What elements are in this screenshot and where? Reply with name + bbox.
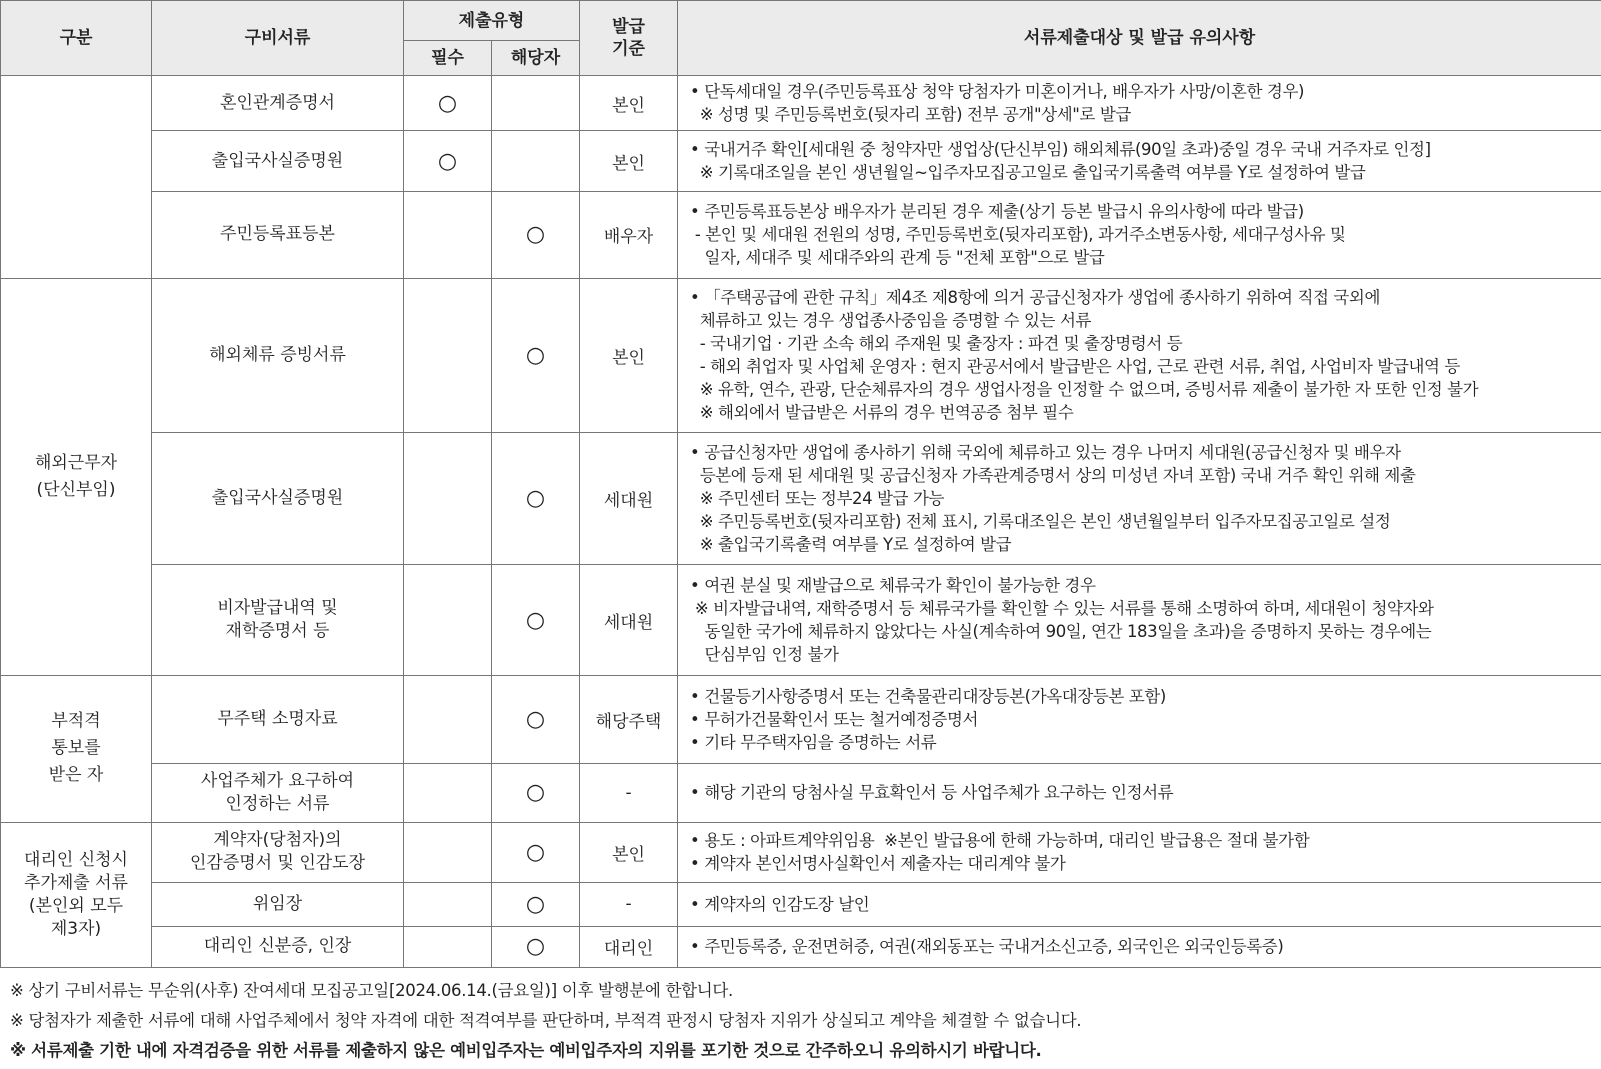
- table-row: [1, 131, 1601, 192]
- note-line: • 「주택공급에 관한 규칙」제4조 제8항에 의거 공급신청자가 생업에 종사하기 위하여 직접 국외에: [690, 288, 1380, 308]
- applicable-mark: [492, 131, 580, 192]
- applicable-mark: ○: [492, 565, 580, 676]
- table-row: [1, 883, 1601, 926]
- table-row: [1, 192, 1601, 279]
- note-line: • 해당 기관의 당첨사실 무효확인서 등 사업주체가 요구하는 인정서류: [690, 783, 1174, 803]
- issue-basis: 본인: [580, 131, 678, 192]
- issue-basis: 본인: [580, 76, 678, 131]
- document-name: 무주택 소명자료: [152, 676, 404, 764]
- issue-basis: 본인: [580, 822, 678, 883]
- required-mark: [404, 926, 492, 967]
- note-line: ※ 비자발급내역, 재학증명서 등 체류국가를 확인할 수 있는 서류를 통해 소명하여 하며, 세대원이 청약자와: [690, 599, 1434, 619]
- required-mark: [404, 192, 492, 279]
- note-line: • 용도 : 아파트계약위임용 ※본인 발급용에 한해 가능하며, 대리인 발급용은 절대 불가함: [690, 831, 1310, 851]
- note-line: 단심부임 인정 불가: [690, 645, 839, 665]
- notes-cell: [678, 926, 1601, 967]
- table-row: [1, 278, 1601, 432]
- notes-cell: [678, 676, 1601, 764]
- notes-cell: [678, 433, 1601, 565]
- document-name: 혼인관계증명서: [152, 76, 404, 131]
- note-line: ※ 유학, 연수, 관광, 단순체류자의 경우 생업사정을 인정할 수 없으며, 증빙서류 제출이 불가한 자 또한 인정 불가: [690, 380, 1479, 400]
- required-mark: ○: [404, 76, 492, 131]
- note-line: - 해외 취업자 및 사업체 운영자 : 현지 관공서에서 발급받은 사업, 근로 관련 서류, 취업, 사업비자 발급내역 등: [690, 357, 1460, 377]
- document-name: 비자발급내역 및 재학증명서 등: [152, 565, 404, 676]
- table-row: [1, 822, 1601, 883]
- required-mark: [404, 278, 492, 432]
- note-line: • 계약자의 인감도장 날인: [690, 894, 870, 914]
- header-submit-type: 제출유형: [404, 1, 580, 41]
- applicable-mark: ○: [492, 926, 580, 967]
- note-line: 동일한 국가에 체류하지 않았다는 사실(계속하여 90일, 연간 183일을 초과)을 증명하지 못하는 경우에는: [690, 622, 1432, 642]
- document-name: 출입국사실증명원: [152, 433, 404, 565]
- notes-cell: [678, 822, 1601, 883]
- footnote: ※ 상기 구비서류는 무순위(사후) 잔여세대 모집공고일[2024.06.14.(금요일)] 이후 발행분에 한합니다.: [10, 981, 733, 1000]
- table-row: [1, 76, 1601, 131]
- issue-basis: 배우자: [580, 192, 678, 279]
- note-line: ※ 해외에서 발급받은 서류의 경우 번역공증 첨부 필수: [690, 403, 1074, 423]
- applicable-mark: [492, 76, 580, 131]
- required-mark: ○: [404, 131, 492, 192]
- document-name: 출입국사실증명원: [152, 131, 404, 192]
- document-name: 사업주체가 요구하여 인정하는 서류: [152, 764, 404, 823]
- table-row: [1, 926, 1601, 967]
- header-required: 필수: [404, 41, 492, 76]
- note-line: • 여권 분실 및 재발급으로 체류국가 확인이 불가능한 경우: [690, 576, 1096, 596]
- category-cell: [1, 76, 152, 279]
- footnote: ※ 당첨자가 제출한 서류에 대해 사업주체에서 청약 자격에 대한 적격여부를 판단하며, 부적격 판정시 당첨자 지위가 상실되고 계약을 체결할 수 없습니다.: [10, 1011, 1082, 1030]
- note-line: • 주민등록표등본상 배우자가 분리된 경우 제출(상기 등본 발급시 유의사항에 따라 발급): [690, 202, 1304, 222]
- note-line: - 국내기업 · 기관 소속 해외 주재원 및 출장자 : 파견 및 출장명령서 등: [690, 334, 1183, 354]
- applicable-mark: ○: [492, 278, 580, 432]
- header-category: 구분: [1, 1, 152, 76]
- issue-basis: -: [580, 883, 678, 926]
- notes-cell: [678, 278, 1601, 432]
- document-name: 해외체류 증빙서류: [152, 278, 404, 432]
- issue-basis: 세대원: [580, 433, 678, 565]
- table-row: [1, 433, 1601, 565]
- note-line: ※ 성명 및 주민등록번호(뒷자리 포함) 전부 공개"상세"로 발급: [690, 105, 1131, 125]
- notes-cell: [678, 764, 1601, 823]
- notes-cell: [678, 565, 1601, 676]
- note-line: - 본인 및 세대원 전원의 성명, 주민등록번호(뒷자리포함), 과거주소변동사항, 세대구성사유 및: [690, 225, 1346, 245]
- issue-basis: 해당주택: [580, 676, 678, 764]
- table-row: [1, 565, 1601, 676]
- table-row: [1, 676, 1601, 764]
- category-cell: 대리인 신청시 추가제출 서류 (본인외 모두 제3자): [1, 822, 152, 967]
- category-cell: 부적격 통보를 받은 자: [1, 676, 152, 822]
- applicable-mark: ○: [492, 822, 580, 883]
- note-line: 일자, 세대주 및 세대주와의 관계 등 "전체 포함"으로 발급: [690, 248, 1105, 268]
- note-line: • 공급신청자만 생업에 종사하기 위해 국외에 체류하고 있는 경우 나머지 세대원(공급신청자 및 배우자: [690, 443, 1401, 463]
- document-name: 위임장: [152, 883, 404, 926]
- notes-cell: [678, 76, 1601, 131]
- issue-basis: -: [580, 764, 678, 823]
- applicable-mark: ○: [492, 764, 580, 823]
- required-mark: [404, 433, 492, 565]
- issue-basis: 세대원: [580, 565, 678, 676]
- document-name: 주민등록표등본: [152, 192, 404, 279]
- issue-basis: 대리인: [580, 926, 678, 967]
- header-applicable: 해당자: [492, 41, 580, 76]
- note-line: 체류하고 있는 경우 생업종사중임을 증명할 수 있는 서류: [690, 311, 1092, 331]
- note-line: • 무허가건물확인서 또는 철거예정증명서: [690, 710, 979, 730]
- notes-cell: [678, 883, 1601, 926]
- note-line: • 계약자 본인서명사실확인서 제출자는 대리계약 불가: [690, 854, 1066, 874]
- applicable-mark: ○: [492, 192, 580, 279]
- header-document: 구비서류: [152, 1, 404, 76]
- header-notes: 서류제출대상 및 발급 유의사항: [678, 1, 1601, 76]
- table-row: [1, 764, 1601, 823]
- note-line: • 기타 무주택자임을 증명하는 서류: [690, 733, 937, 753]
- required-mark: [404, 764, 492, 823]
- header-basis: 발급 기준: [580, 1, 678, 76]
- document-name: 계약자(당첨자)의 인감증명서 및 인감도장: [152, 822, 404, 883]
- applicable-mark: ○: [492, 883, 580, 926]
- note-line: ※ 주민센터 또는 정부24 발급 가능: [690, 489, 945, 509]
- note-line: • 국내거주 확인[세대원 중 청약자만 생업상(단신부임) 해외체류(90일 초과)중일 경우 국내 거주자로 인정]: [690, 140, 1431, 160]
- notes-cell: [678, 131, 1601, 192]
- note-line: • 주민등록증, 운전면허증, 여권(재외동포는 국내거소신고증, 외국인은 외국인등록증): [690, 937, 1284, 957]
- note-line: 등본에 등재 된 세대원 및 공급신청자 가족관계증명서 상의 미성년 자녀 포함) 국내 거주 확인 위해 제출: [690, 466, 1416, 486]
- document-name: 대리인 신분증, 인장: [152, 926, 404, 967]
- issue-basis: 본인: [580, 278, 678, 432]
- notes-cell: [678, 192, 1601, 279]
- required-mark: [404, 883, 492, 926]
- note-line: ※ 기록대조일을 본인 생년월일~입주자모집공고일로 출입국기록출력 여부를 Y로 설정하여 발급: [690, 163, 1366, 183]
- note-line: • 단독세대일 경우(주민등록표상 청약 당첨자가 미혼이거나, 배우자가 사망/이혼한 경우): [690, 82, 1305, 102]
- applicable-mark: ○: [492, 433, 580, 565]
- note-line: ※ 출입국기록출력 여부를 Y로 설정하여 발급: [690, 535, 1012, 555]
- footnote-emphasis: ※ 서류제출 기한 내에 자격검증을 위한 서류를 제출하지 않은 예비입주자는 예비입주자의 지위를 포기한 것으로 간주하오니 유의하시기 바랍니다.: [10, 1041, 1042, 1060]
- required-mark: [404, 676, 492, 764]
- applicable-mark: ○: [492, 676, 580, 764]
- required-mark: [404, 565, 492, 676]
- required-mark: [404, 822, 492, 883]
- footnotes: [10, 976, 1595, 1066]
- category-cell: 해외근무자 (단신부임): [1, 278, 152, 676]
- note-line: ※ 주민등록번호(뒷자리포함) 전체 표시, 기록대조일은 본인 생년월일부터 입주자모집공고일로 설정: [690, 512, 1391, 532]
- note-line: • 건물등기사항증명서 또는 건축물관리대장등본(가옥대장등본 포함): [690, 687, 1166, 707]
